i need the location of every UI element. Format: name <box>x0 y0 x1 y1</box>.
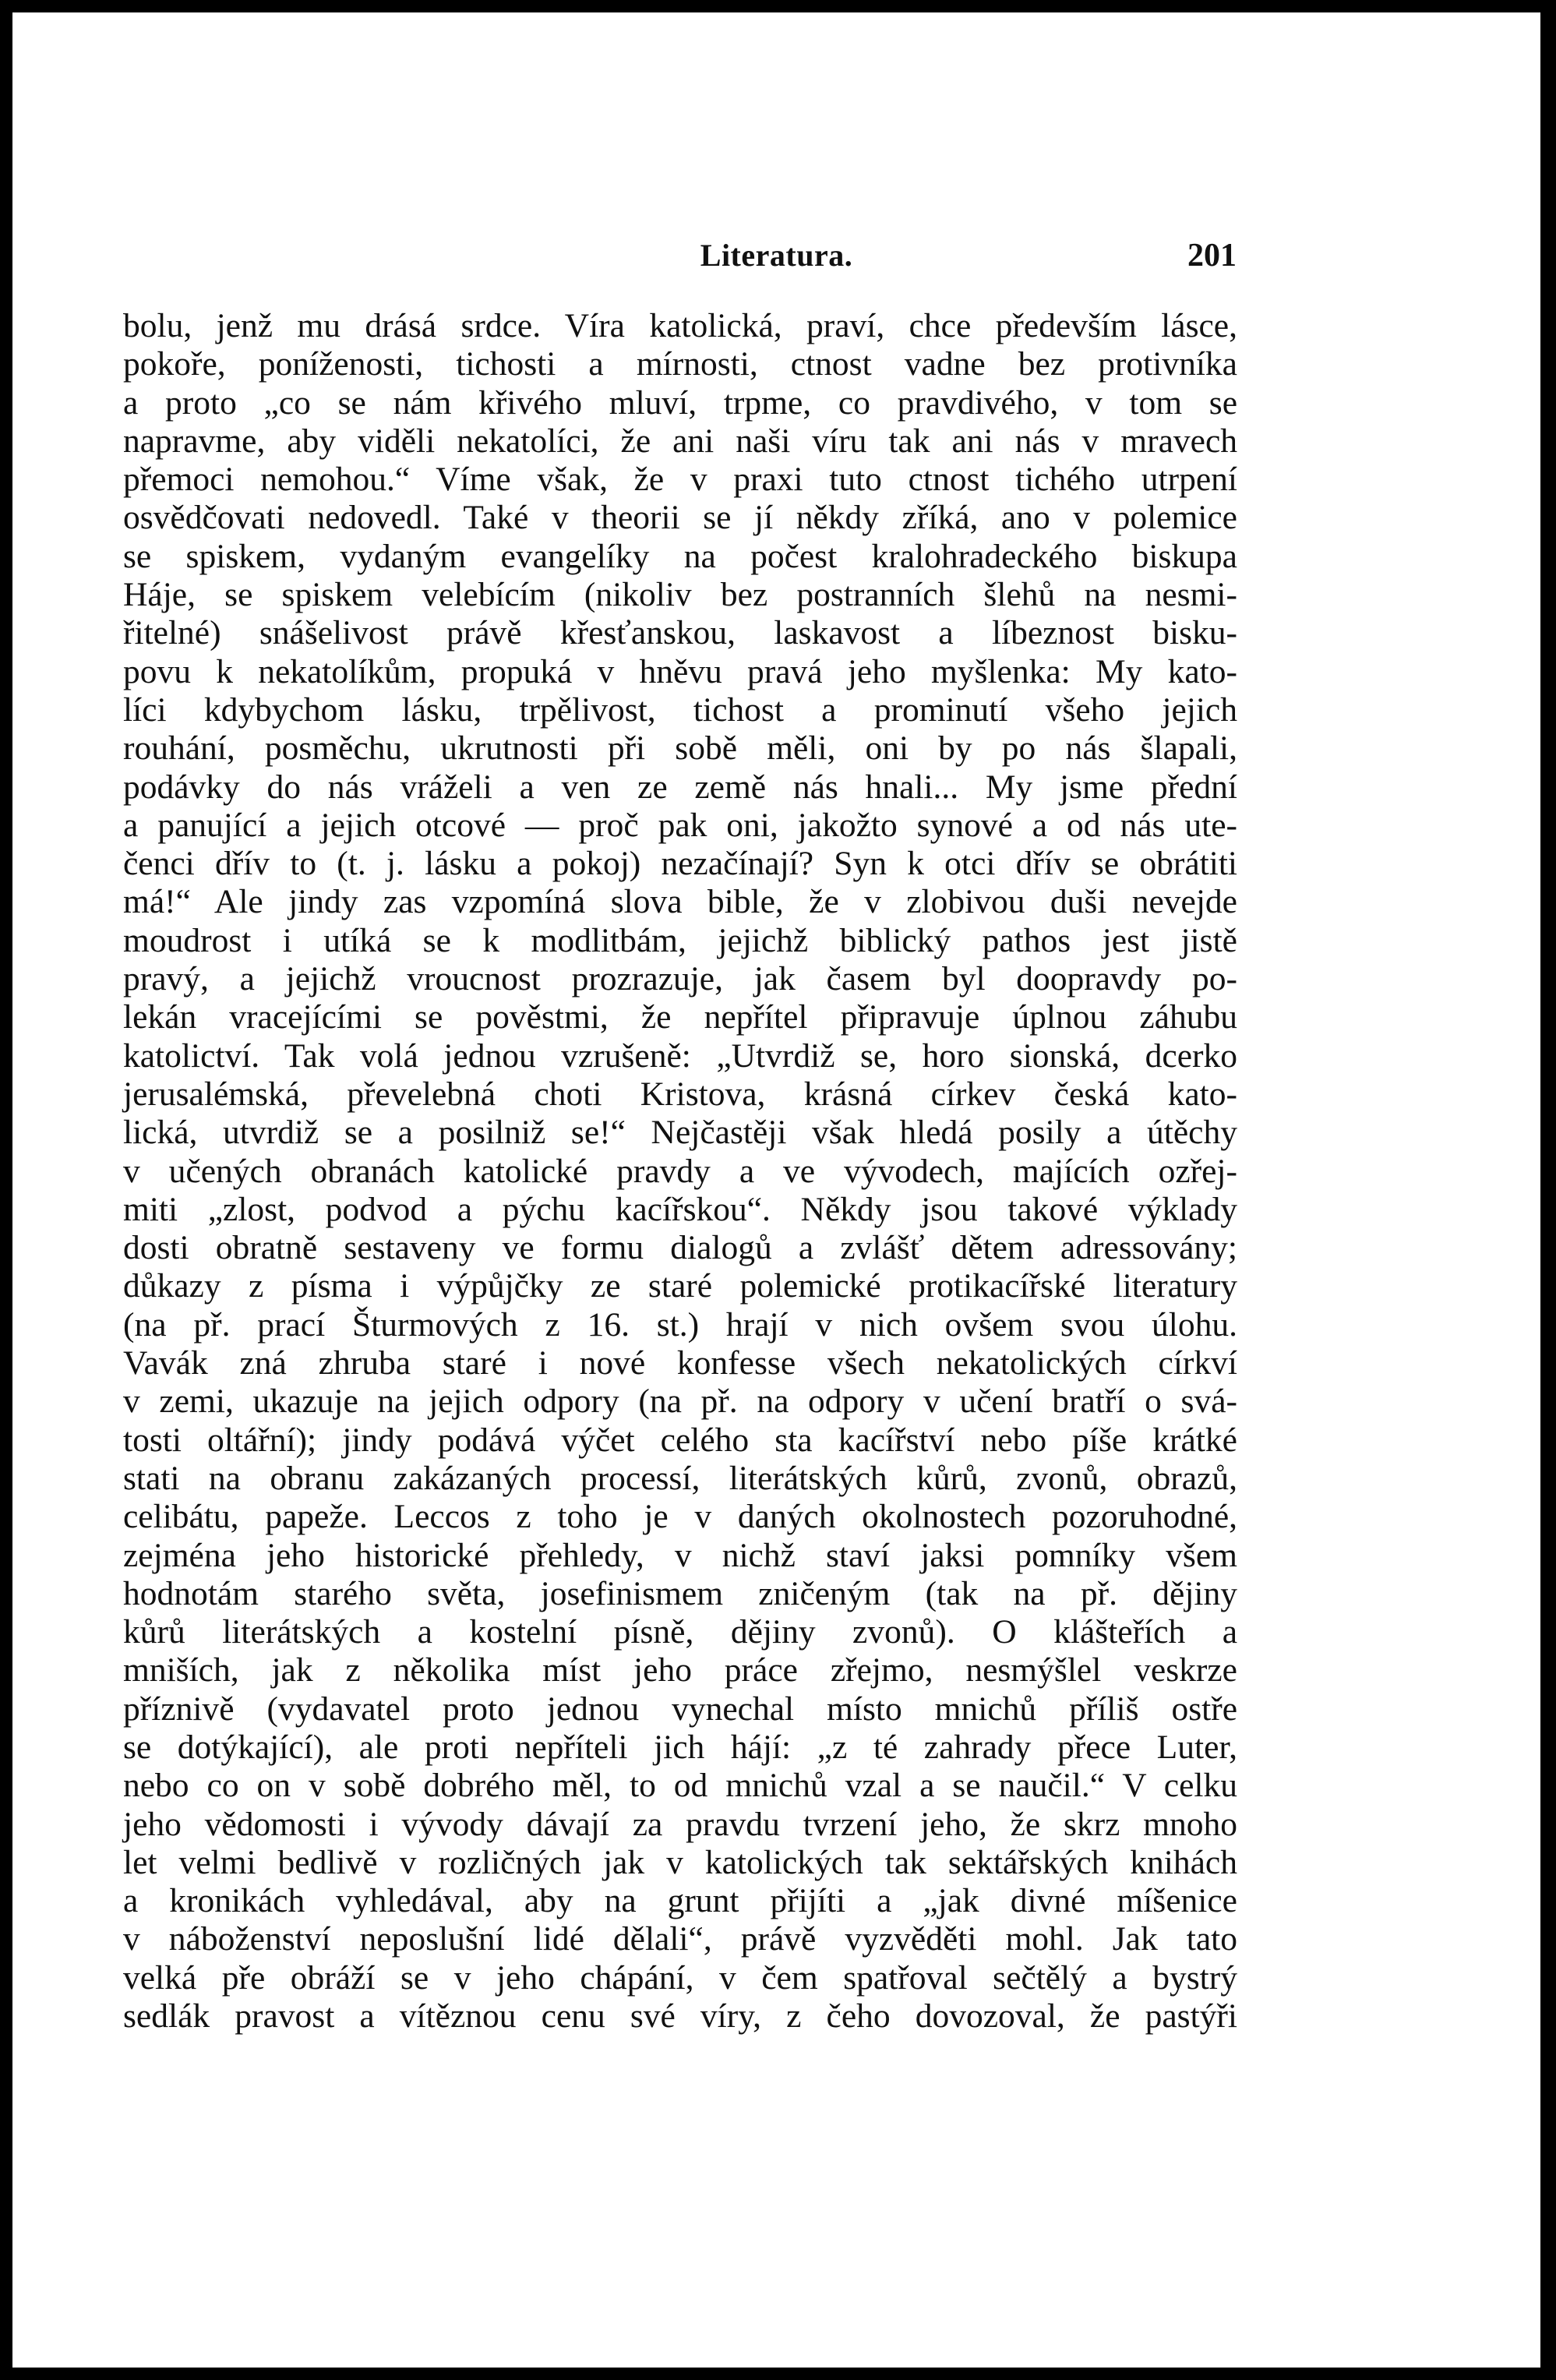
text-line: dosti obratně sestaveny ve formu dialogů a zvlášť dětem adressovány; <box>123 1229 1237 1267</box>
text-line: řitelné) snášelivost právě křesťanskou, laskavost a líbeznost bisku- <box>123 614 1237 652</box>
text-line: čenci dřív to (t. j. lásku a pokoj) nezačínají? Syn k otci dřív se obrátiti <box>123 845 1237 883</box>
text-line: katolictví. Tak volá jednou vzrušeně: „Utvrdiž se, horo sionská, dcerko <box>123 1036 1237 1075</box>
text-line: celibátu, papeže. Leccos z toho je v daných okolnostech pozoruhodné, <box>123 1498 1237 1536</box>
text-line: přemoci nemohou.“ Víme však, že v praxi tuto ctnost tichého utrpení <box>123 461 1237 499</box>
text-line: příznivě (vydavatel proto jednou vynechal místo mnichů příliš ostře <box>123 1690 1237 1728</box>
text-line: (na př. prací Šturmových z 16. st.) hrají v nich ovšem svou úlohu. <box>123 1305 1237 1344</box>
text-line: v učených obranách katolické pravdy a ve vývodech, majících ozřej- <box>123 1152 1237 1190</box>
text-line: velká pře obráží se v jeho chápání, v čem spatřoval sečtělý a bystrý <box>123 1958 1237 1997</box>
text-line: zejména jeho historické přehledy, v nichž staví jaksi pomníky všem <box>123 1536 1237 1574</box>
text-line: nebo co on v sobě dobrého měl, to od mnichů vzal a se naučil.“ V celku <box>123 1767 1237 1805</box>
text-line: v náboženství neposlušní lidé dělali“, právě vyzvěděti mohl. Jak tato <box>123 1920 1237 1958</box>
text-line: stati na obranu zakázaných processí, literátských kůrů, zvonů, obrazů, <box>123 1459 1237 1497</box>
text-line: mniších, jak z několika míst jeho práce zřejmo, nesmýšlel veskrze <box>123 1651 1237 1690</box>
text-line: hodnotám starého světa, josefinismem zničeným (tak na př. dějiny <box>123 1574 1237 1612</box>
text-line: v zemi, ukazuje na jejich odpory (na př. na odpory v učení bratří o svá- <box>123 1382 1237 1421</box>
text-line: kůrů literátských a kostelní písně, dějiny zvonů). O klášteřích a <box>123 1613 1237 1651</box>
text-line: pravý, a jejichž vroucnost prozrazuje, jak časem byl doopravdy po- <box>123 960 1237 998</box>
text-line: tosti oltářní); jindy podává výčet celého sta kacířství nebo píše krátké <box>123 1421 1237 1459</box>
text-line: rouhání, posměchu, ukrutnosti při sobě měli, oni by po nás šlapali, <box>123 729 1237 768</box>
text-line: lekán vracejícími se pověstmi, že nepřítel připravuje úplnou záhubu <box>123 998 1237 1036</box>
text-line: Vavák zná zhruba staré i nové konfesse všech nekatolických církví <box>123 1344 1237 1382</box>
text-line: jerusalémská, převelebná choti Kristova, krásná církev česká kato- <box>123 1075 1237 1113</box>
text-line: miti „zlost, podvod a pýchu kacířskou“. Někdy jsou takové výklady <box>123 1190 1237 1228</box>
text-line: podávky do nás vráželi a ven ze země nás hnali... My jsme přední <box>123 768 1237 806</box>
text-line: pokoře, poníženosti, tichosti a mírnosti, ctnost vadne bez protivníka <box>123 345 1237 383</box>
text-line: Háje, se spiskem velebícím (nikoliv bez postranních šlehů na nesmi- <box>123 576 1237 614</box>
text-line: bolu, jenž mu drásá srdce. Víra katolická, praví, chce především lásce, <box>123 307 1237 344</box>
text-line: a kronikách vyhledával, aby na grunt přijíti a „jak divné míšenice <box>123 1882 1237 1920</box>
text-line: lická, utvrdiž se a posilniž se!“ Nejčastěji však hledá posily a útěchy <box>123 1114 1237 1152</box>
text-line: moudrost i utíká se k modlitbám, jejichž biblický pathos jest jistě <box>123 921 1237 959</box>
running-title: Literatura. <box>700 238 853 273</box>
text-line: povu k nekatolíkům, propuká v hněvu pravá jeho myšlenka: My kato- <box>123 652 1237 690</box>
text-line: a proto „co se nám křivého mluví, trpme, co pravdivého, v tom se <box>123 383 1237 422</box>
body-text <box>123 307 1237 2036</box>
text-line: sedlák pravost a vítěznou cenu své víry, z čeho dovozoval, že pastýři <box>123 1997 1237 2036</box>
text-line: jeho vědomosti i vývody dávají za pravdu tvrzení jeho, že skrz mnoho <box>123 1805 1237 1843</box>
text-line: a panující a jejich otcové — proč pak oni, jakožto synové a od nás ute- <box>123 806 1237 844</box>
book-page <box>12 12 1540 2368</box>
text-line: líci kdybychom lásku, trpělivost, tichost a prominutí všeho jejich <box>123 690 1237 729</box>
text-line: se dotýkající), ale proti nepříteli jich hájí: „z té zahrady přece Luter, <box>123 1728 1237 1766</box>
page-number: 201 <box>1187 238 1237 274</box>
running-head <box>12 231 1540 277</box>
text-line: důkazy z písma i výpůjčky ze staré polemické protikacířské literatury <box>123 1267 1237 1305</box>
text-line: má!“ Ale jindy zas vzpomíná slova bible, že v zlobivou duši nevejde <box>123 883 1237 921</box>
text-line: se spiskem, vydaným evangelíky na počest kralohradeckého biskupa <box>123 537 1237 575</box>
text-line: let velmi bedlivě v rozličných jak v katolických tak sektářských knihách <box>123 1843 1237 1881</box>
text-line: osvědčovati nedovedl. Také v theorii se jí někdy zříká, ano v polemice <box>123 499 1237 537</box>
text-line: napravme, aby viděli nekatolíci, že ani naši víru tak ani nás v mravech <box>123 422 1237 460</box>
